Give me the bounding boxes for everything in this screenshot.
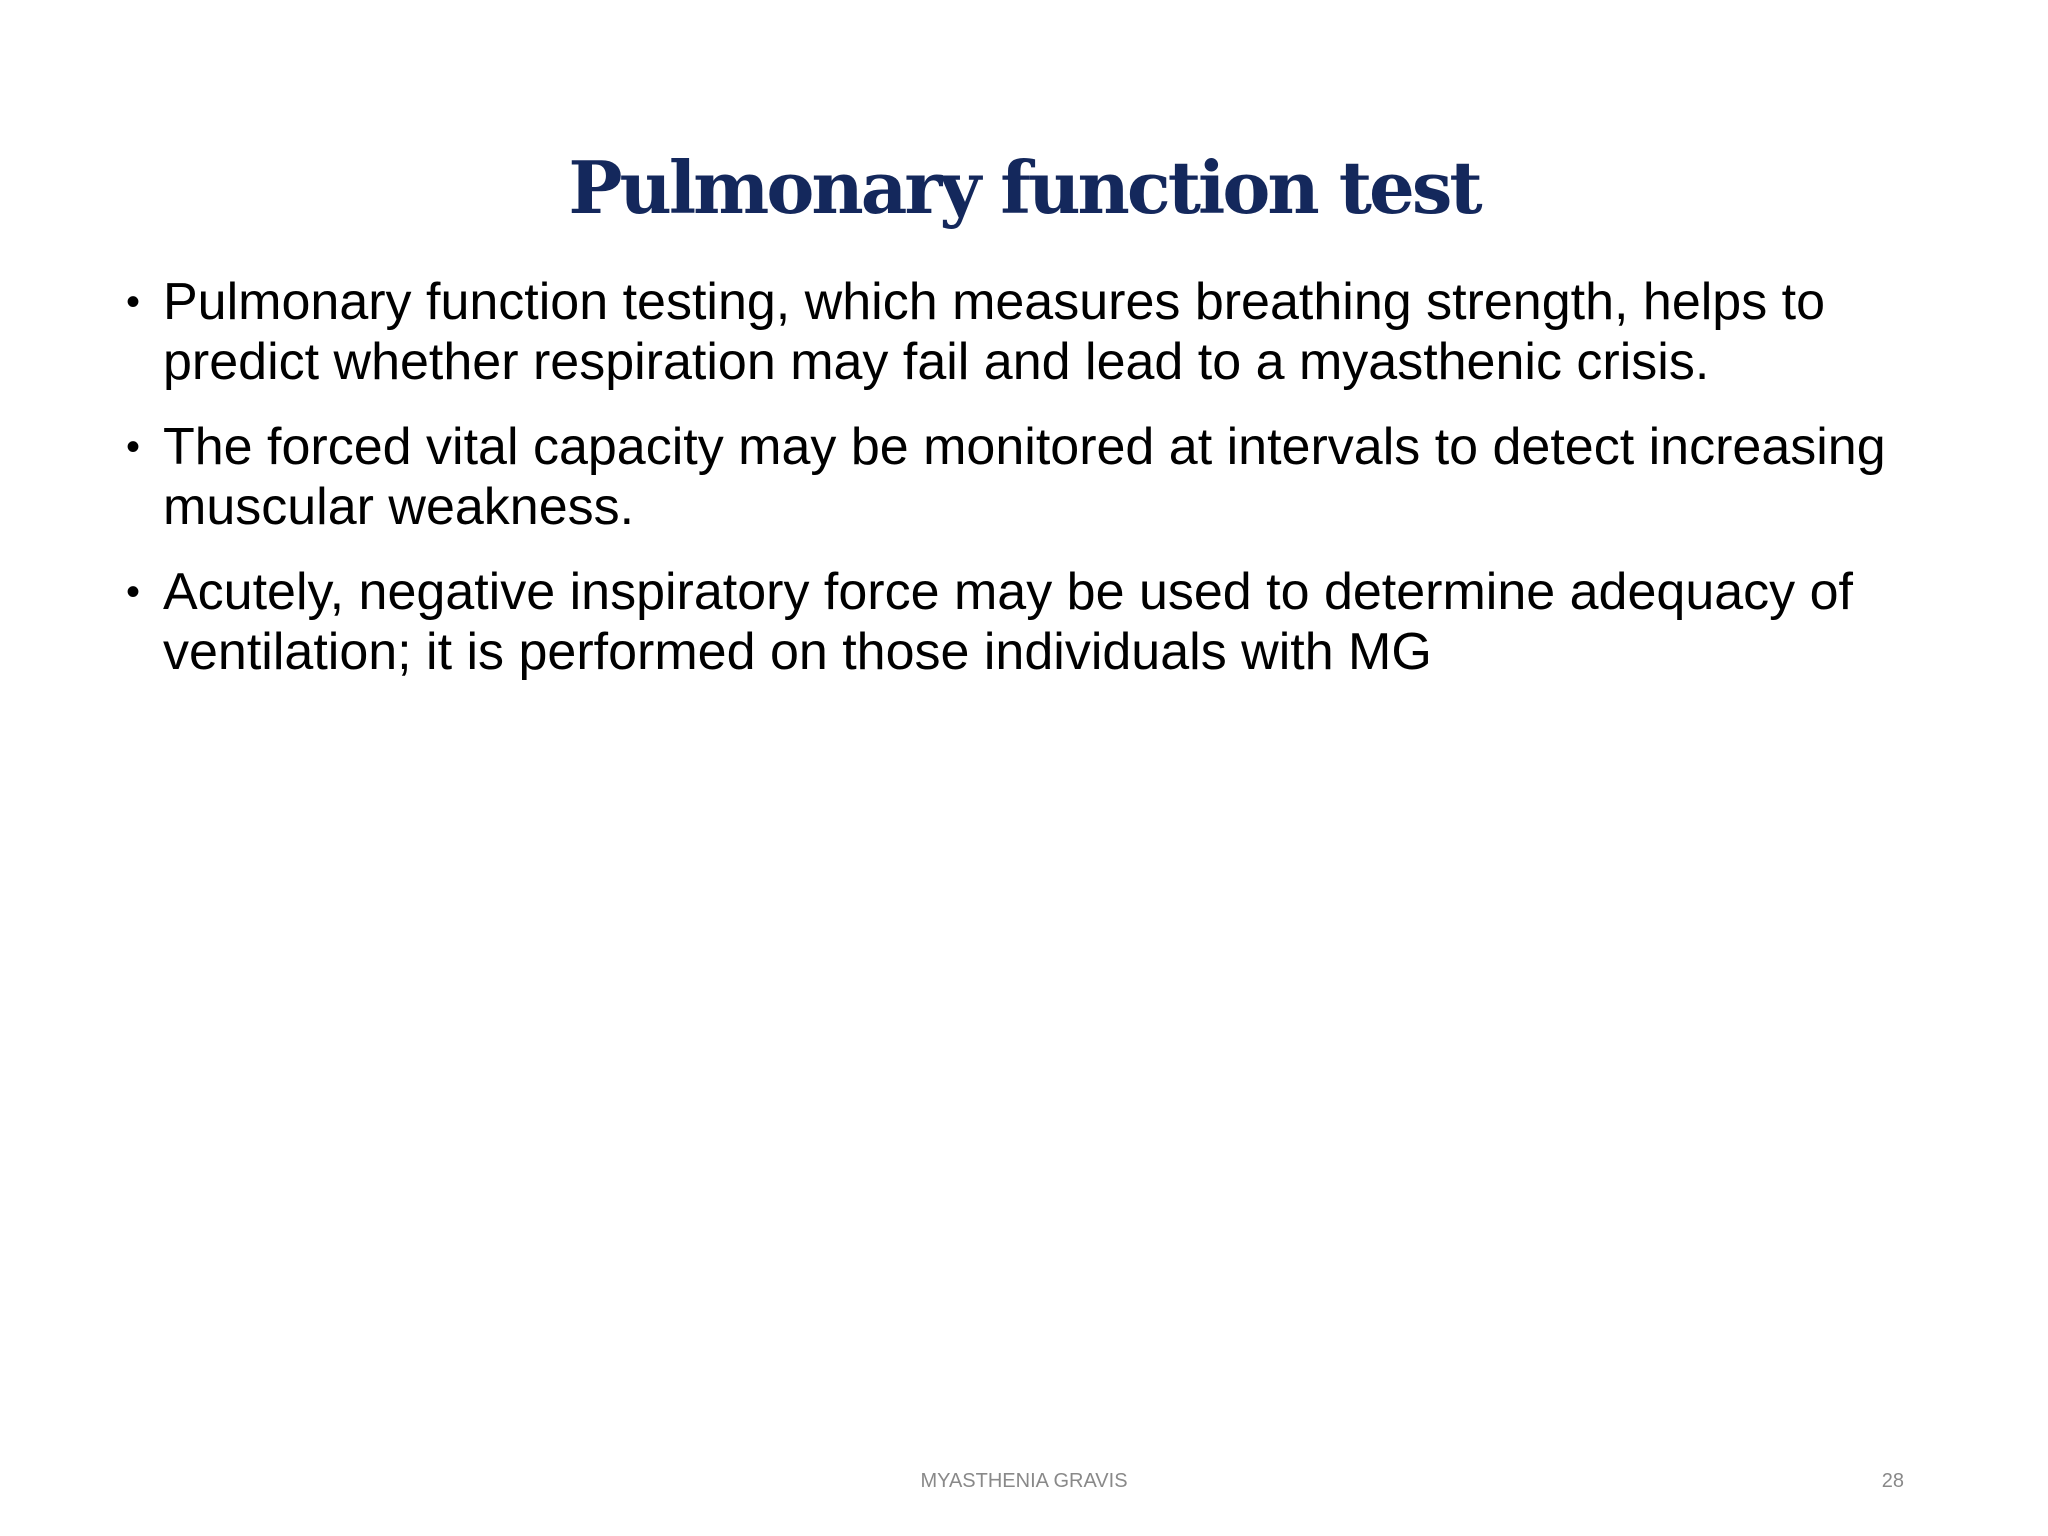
page-number: 28 — [1881, 1470, 1904, 1492]
bullet-marker: • — [126, 570, 141, 614]
bullet-item — [126, 417, 1956, 537]
footer-text: MYASTHENIA GRAVIS — [920, 1470, 1128, 1492]
bullet-item — [126, 562, 1956, 682]
bullet-list — [126, 272, 1956, 707]
bullet-text: Acutely, negative inspiratory force may be used to determine adequacy of ventilation; it is performed on those individuals with MG — [163, 563, 1853, 681]
bullet-item — [126, 272, 1956, 392]
bullet-text: Pulmonary function testing, which measures breathing strength, helps to predict whether respiration may fail and lead to a myasthenic crisis. — [163, 273, 1826, 391]
slide-title: Pulmonary function test — [568, 145, 1480, 230]
bullet-text: The forced vital capacity may be monitored at intervals to detect increasing muscular weakness. — [163, 418, 1886, 536]
bullet-marker: • — [126, 280, 141, 324]
bullet-marker: • — [126, 425, 141, 469]
